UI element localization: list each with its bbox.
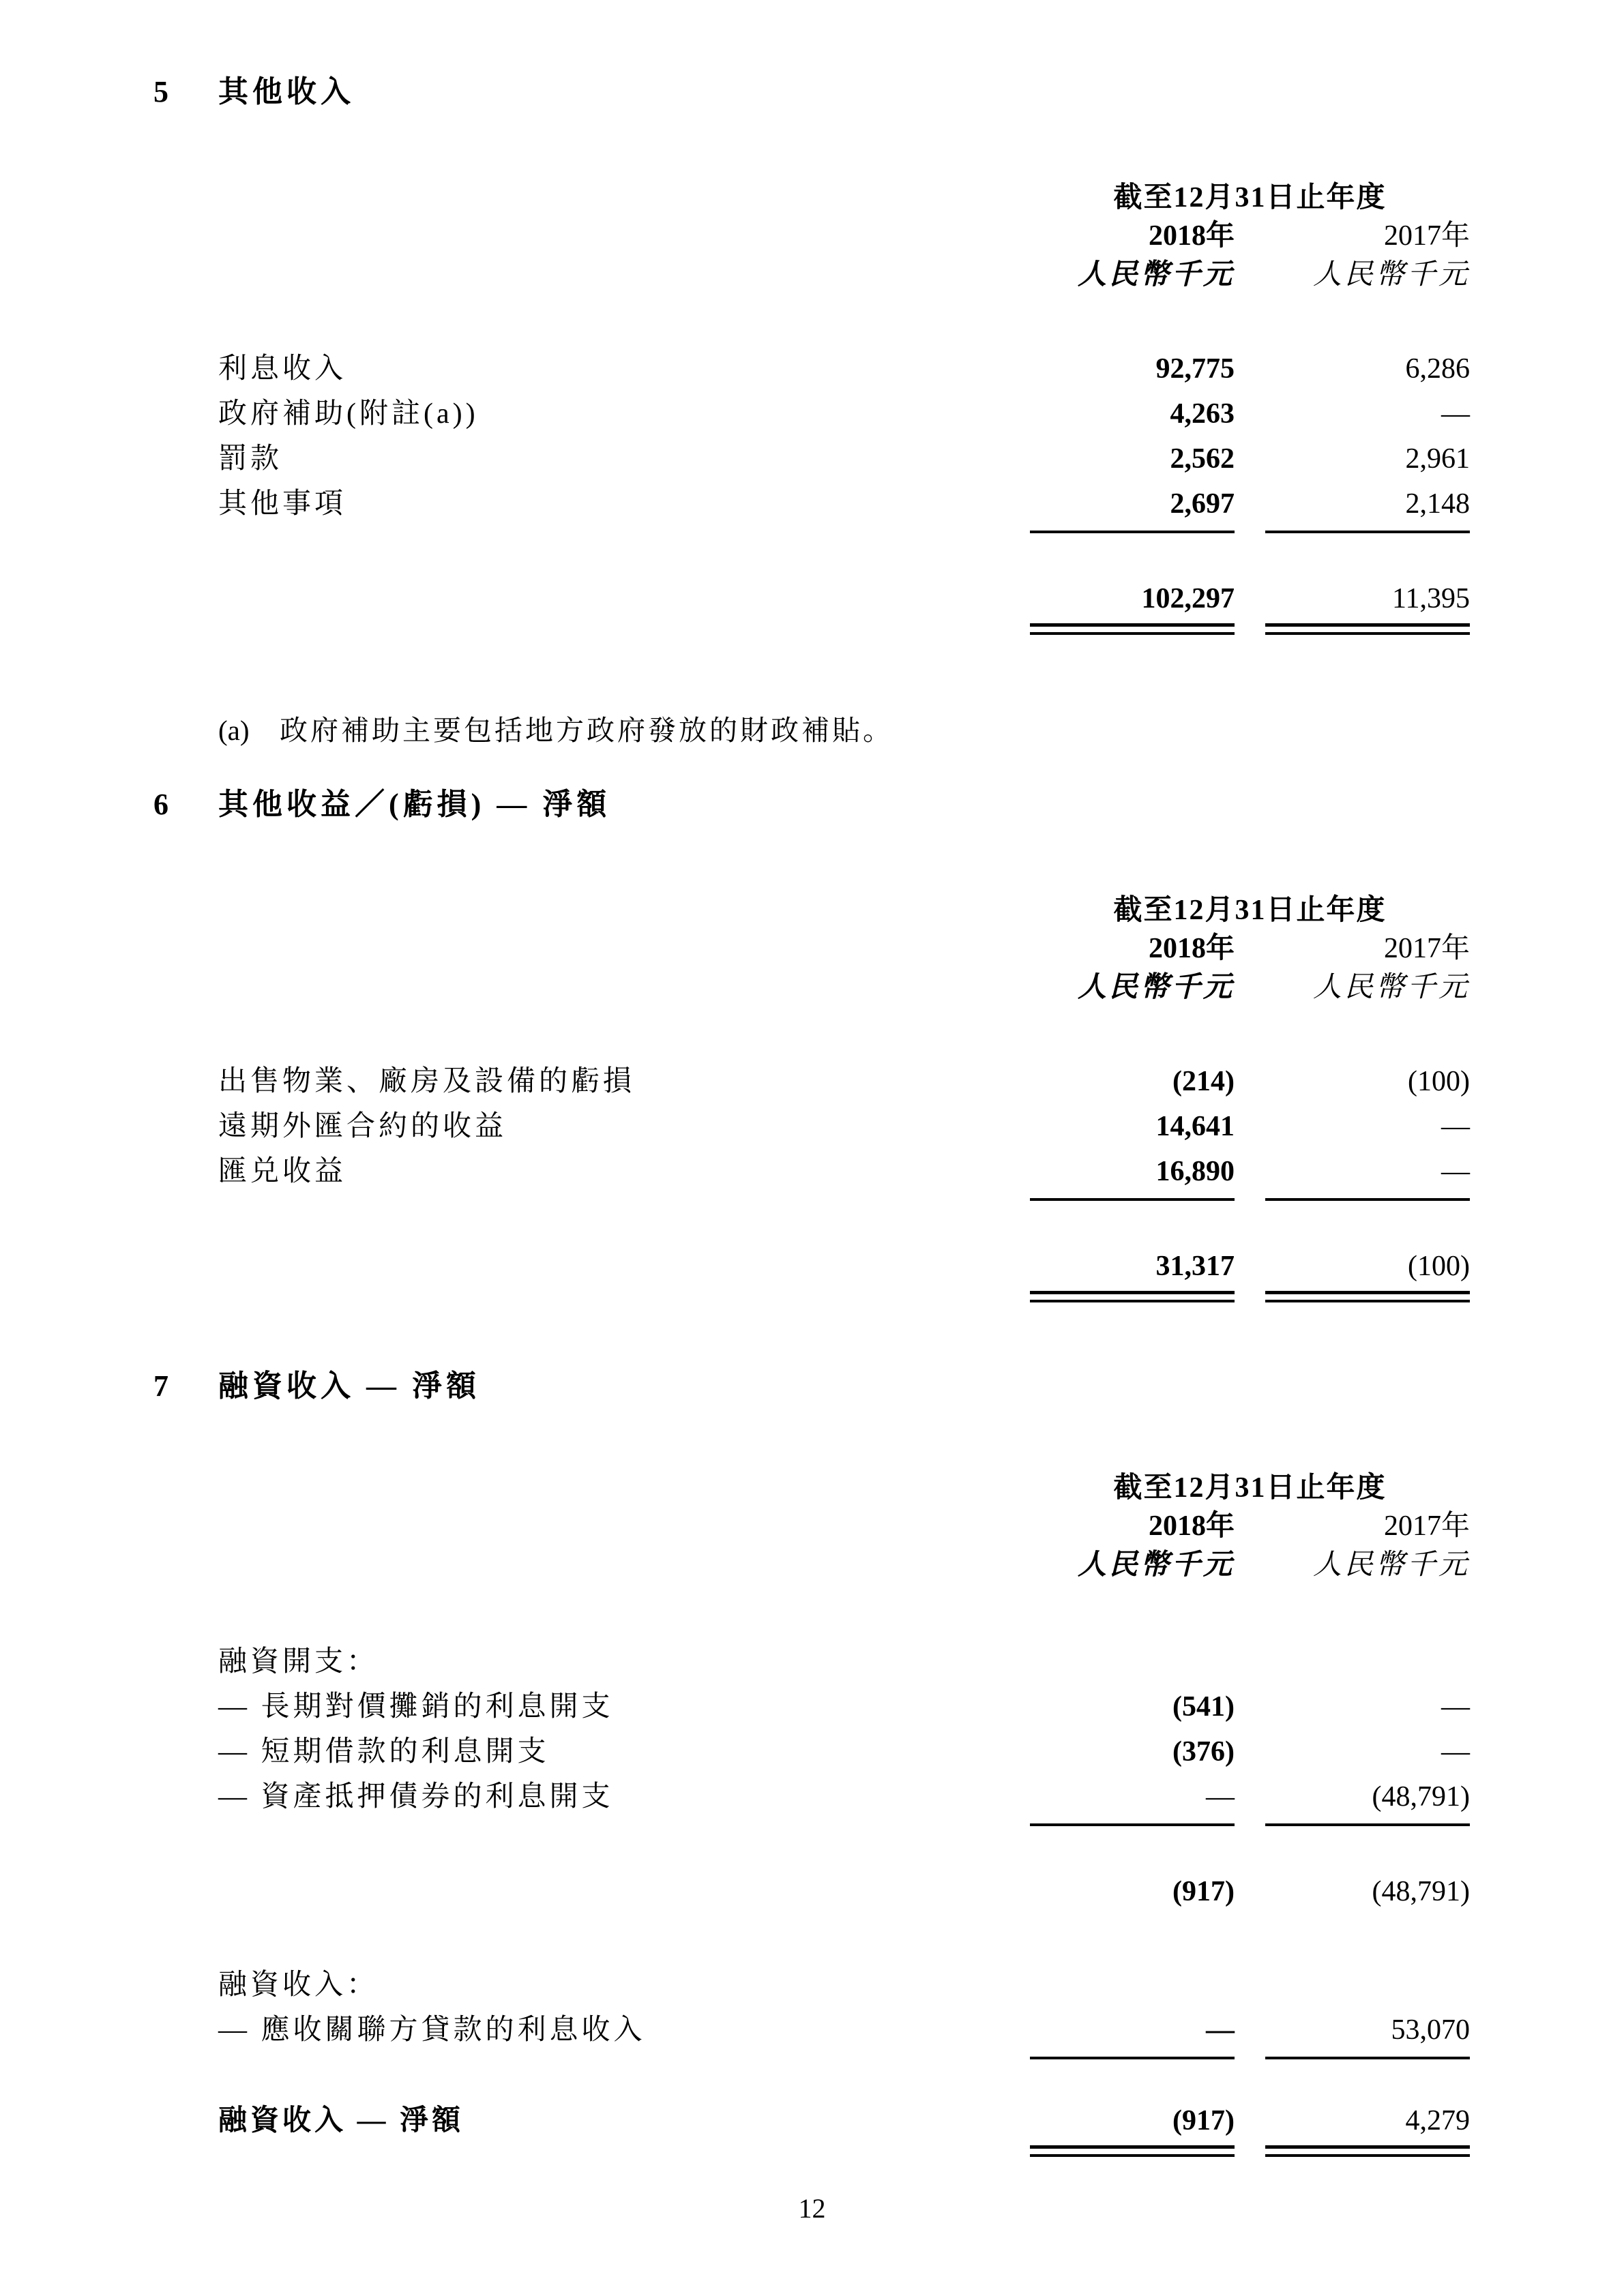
- double-rule-row: [218, 2145, 1470, 2157]
- row-label: 遠期外匯合約的收益: [218, 1111, 507, 1142]
- year-2018-header: 2018年: [1148, 220, 1235, 252]
- unit-header-row: [218, 1545, 1470, 1585]
- unit-header-row: [218, 968, 1470, 1007]
- unit-2017-header: 人民幣千元: [1312, 259, 1470, 290]
- rule-2017: [1265, 2057, 1470, 2059]
- section-6: [153, 789, 1470, 1302]
- section-number: 7: [153, 1369, 168, 1403]
- row-label: 政府補助(附註(a)): [218, 398, 479, 430]
- double-rule-2018: [1030, 2145, 1235, 2157]
- table-row: [218, 1059, 1470, 1104]
- total-2017: (100): [1408, 1251, 1470, 1282]
- table-row: [218, 436, 1470, 481]
- single-rule-row: [218, 531, 1470, 533]
- footnote-text: 政府補助主要包括地方政府發放的財政補貼。: [280, 715, 894, 746]
- table-body: [218, 346, 1470, 526]
- table-row: [218, 346, 1470, 391]
- group-label: 融資開支：: [218, 1646, 379, 1678]
- table-row: [218, 1729, 1470, 1774]
- footnote-marker: (a): [218, 715, 250, 746]
- section-7-heading: [153, 1371, 1470, 1402]
- value-2017: (100): [1408, 1066, 1470, 1097]
- row-label: 罰款: [218, 443, 283, 475]
- value-2017: 6,286: [1405, 353, 1470, 385]
- period-header: 截至12月31日止年度: [1113, 1472, 1387, 1504]
- page-number: 12: [798, 2193, 826, 2224]
- table-row: [218, 481, 1470, 526]
- unit-2017-header: 人民幣千元: [1312, 972, 1470, 1003]
- subtotal-2017: (48,791): [1372, 1876, 1470, 1907]
- total-row: [218, 1249, 1470, 1284]
- year-2017-header: 2017年: [1383, 220, 1470, 252]
- rule-2017: [1265, 1823, 1470, 1826]
- value-2018: (214): [1172, 1066, 1235, 1097]
- double-rule-2017: [1265, 623, 1470, 635]
- footnote-a: [218, 714, 1470, 747]
- row-label: 匯兑收益: [218, 1156, 347, 1187]
- row-label: — 長期對價攤銷的利息開支: [218, 1691, 614, 1723]
- value-2018: 16,890: [1155, 1156, 1235, 1187]
- single-rule-row: [218, 2057, 1470, 2059]
- section-title: 其他收益／(虧損) — 淨額: [218, 788, 611, 821]
- value-2017: —: [1441, 1111, 1470, 1142]
- value-2017: —: [1441, 1156, 1470, 1187]
- net-total-2017: 4,279: [1405, 2105, 1470, 2136]
- value-2017: —: [1441, 1691, 1470, 1723]
- table-row: [218, 1149, 1470, 1194]
- unit-2017-header: 人民幣千元: [1312, 1549, 1470, 1581]
- rule-2018: [1030, 531, 1235, 533]
- value-2018: —: [1206, 1781, 1235, 1813]
- group-label: 融資收入：: [218, 1969, 379, 2001]
- total-row: [218, 581, 1470, 616]
- total-2018: 102,297: [1141, 583, 1235, 614]
- value-2017: 2,148: [1405, 488, 1470, 520]
- value-2018: (376): [1172, 1736, 1235, 1768]
- section-5: [153, 76, 1470, 747]
- double-rule-row: [218, 1291, 1470, 1302]
- year-2018-header: 2018年: [1148, 933, 1235, 964]
- unit-2018-header: 人民幣千元: [1077, 1549, 1235, 1581]
- double-rule-2018: [1030, 623, 1235, 635]
- section-title: 融資收入 — 淨額: [218, 1369, 480, 1403]
- year-2018-header: 2018年: [1148, 1510, 1235, 1542]
- year-header-row: [218, 217, 1470, 255]
- value-2017: 2,961: [1405, 443, 1470, 475]
- year-2017-header: 2017年: [1383, 933, 1470, 964]
- unit-2018-header: 人民幣千元: [1077, 259, 1235, 290]
- year-header-row: [218, 1507, 1470, 1545]
- table-body: [218, 1059, 1470, 1194]
- unit-header-row: [218, 255, 1470, 295]
- value-2017: (48,791): [1372, 1781, 1470, 1813]
- table-row: [218, 2008, 1470, 2053]
- subtotal-2018: (917): [1172, 1876, 1235, 1907]
- section-number: 6: [153, 788, 168, 821]
- group-label-row: [218, 1963, 1470, 2008]
- section-5-heading: [153, 76, 1470, 108]
- row-label: 利息收入: [218, 353, 347, 385]
- section-7: [153, 1371, 1470, 2157]
- double-rule-2017: [1265, 2145, 1470, 2157]
- section-title: 其他收入: [218, 75, 355, 108]
- section-7-table: [218, 1469, 1470, 2157]
- period-header: 截至12月31日止年度: [1113, 182, 1387, 213]
- value-2018: 14,641: [1155, 1111, 1235, 1142]
- year-2017-header: 2017年: [1383, 1510, 1470, 1542]
- total-2017: 11,395: [1392, 583, 1470, 614]
- table-body: [218, 1639, 1470, 1819]
- unit-2018-header: 人民幣千元: [1077, 972, 1235, 1003]
- table-row: [218, 391, 1470, 436]
- value-2018: 2,697: [1170, 488, 1235, 520]
- double-rule-2017: [1265, 1291, 1470, 1302]
- rule-2017: [1265, 1198, 1470, 1201]
- total-2018: 31,317: [1155, 1251, 1235, 1282]
- row-label: — 應收關聯方貸款的利息收入: [218, 2014, 646, 2046]
- net-total-2018: (917): [1172, 2105, 1235, 2136]
- period-header: 截至12月31日止年度: [1113, 895, 1387, 926]
- single-rule-row: [218, 1823, 1470, 1826]
- year-header-row: [218, 929, 1470, 968]
- table-row: [218, 1104, 1470, 1149]
- rule-2018: [1030, 2057, 1235, 2059]
- value-2018: 4,263: [1170, 398, 1235, 430]
- rule-2018: [1030, 1823, 1235, 1826]
- net-total-label: 融資收入 — 淨額: [218, 2105, 464, 2136]
- section-6-table: [218, 891, 1470, 1302]
- table-row: [218, 1774, 1470, 1819]
- subtotal-row: [218, 1874, 1470, 1909]
- group-label-row: [218, 1639, 1470, 1684]
- value-2018: 92,775: [1155, 353, 1235, 385]
- double-rule-row: [218, 623, 1470, 635]
- row-label: 出售物業、廠房及設備的虧損: [218, 1066, 636, 1097]
- row-label: 其他事項: [218, 488, 347, 520]
- row-label: — 短期借款的利息開支: [218, 1736, 550, 1768]
- value-2018: (541): [1172, 1691, 1235, 1723]
- value-2017: —: [1441, 398, 1470, 430]
- rule-2017: [1265, 531, 1470, 533]
- value-2017: —: [1441, 1736, 1470, 1768]
- section-6-heading: [153, 789, 1470, 820]
- net-total-row: [218, 2103, 1470, 2138]
- value-2017: 53,070: [1391, 2014, 1470, 2046]
- row-label: — 資產抵押債券的利息開支: [218, 1781, 614, 1813]
- section-number: 5: [153, 75, 168, 108]
- table-row: [218, 1684, 1470, 1729]
- rule-2018: [1030, 1198, 1235, 1201]
- double-rule-2018: [1030, 1291, 1235, 1302]
- section-5-table: [218, 179, 1470, 635]
- value-2018: —: [1206, 2014, 1235, 2046]
- single-rule-row: [218, 1198, 1470, 1201]
- value-2018: 2,562: [1170, 443, 1235, 475]
